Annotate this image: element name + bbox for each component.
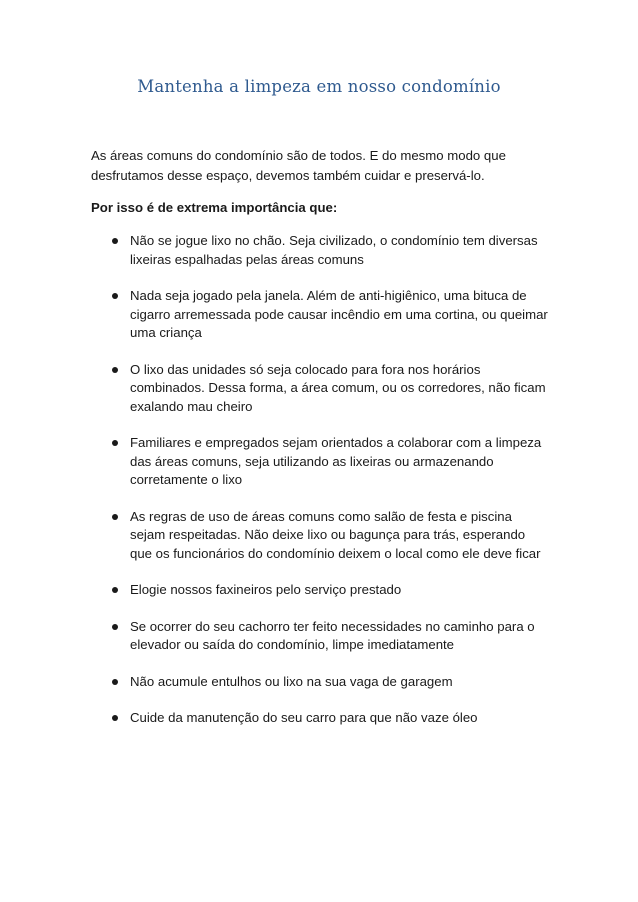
rules-list bbox=[0, 232, 638, 728]
list-item-text: Nada seja jogado pela janela. Além de anti-higiênico, uma bituca de cigarro arremessada pode causar incêndio em uma cortina, ou queimar uma criança bbox=[130, 288, 548, 340]
intro-paragraph bbox=[91, 146, 561, 186]
lead-text: Por isso é de extrema importância que: bbox=[91, 200, 338, 215]
list-item bbox=[0, 287, 550, 343]
list-item bbox=[0, 434, 550, 490]
bullet-icon bbox=[112, 238, 118, 244]
bullet-icon bbox=[112, 514, 118, 520]
list-item-text: As regras de uso de áreas comuns como salão de festa e piscina sejam respeitadas. Não deixe lixo ou bagunça para trás, esperando que os funcionários do condomínio deixem o local como ele deve ficar bbox=[130, 508, 541, 561]
list-item bbox=[0, 618, 550, 655]
list-item bbox=[0, 581, 550, 600]
bullet-icon bbox=[112, 587, 118, 593]
list-item-text: Não acumule entulhos ou lixo na sua vaga de garagem bbox=[130, 673, 453, 689]
bullet-icon bbox=[112, 293, 118, 299]
bullet-icon bbox=[112, 440, 118, 446]
list-item-text: Familiares e empregados sejam orientados a colaborar com a limpeza das áreas comuns, seja utilizando as lixeiras ou armazenando corretamente o lixo bbox=[130, 435, 542, 487]
bullet-icon bbox=[112, 367, 118, 373]
intro-line: desfrutamos desse espaço, devemos também cuidar e preservá-lo. bbox=[91, 168, 485, 183]
list-item bbox=[0, 709, 550, 728]
list-item bbox=[0, 508, 550, 564]
bullet-icon bbox=[112, 715, 118, 721]
list-item-text: Se ocorrer do seu cachorro ter feito necessidades no caminho para o elevador ou saída do condomínio, limpe imediatamente bbox=[130, 618, 535, 652]
list-item bbox=[0, 232, 550, 269]
bullet-icon bbox=[112, 624, 118, 630]
list-item bbox=[0, 673, 550, 692]
bullet-icon bbox=[112, 679, 118, 685]
list-item-text: O lixo das unidades só seja colocado para fora nos horários combinados. Dessa forma, a área comum, ou os corredores, não ficam exalando mau cheiro bbox=[130, 361, 546, 414]
intro-line: As áreas comuns do condomínio são de todos. E do mesmo modo que bbox=[91, 148, 506, 163]
list-item-text: Não se jogue lixo no chão. Seja civilizado, o condomínio tem diversas lixeiras espalhadas pelas áreas comuns bbox=[130, 233, 538, 267]
document-title: Mantenha a limpeza em nosso condomínio bbox=[137, 77, 501, 96]
list-item bbox=[0, 361, 550, 417]
list-item-text: Elogie nossos faxineiros pelo serviço prestado bbox=[130, 582, 402, 597]
list-item-text: Cuide da manutenção do seu carro para que não vaze óleo bbox=[130, 710, 478, 725]
